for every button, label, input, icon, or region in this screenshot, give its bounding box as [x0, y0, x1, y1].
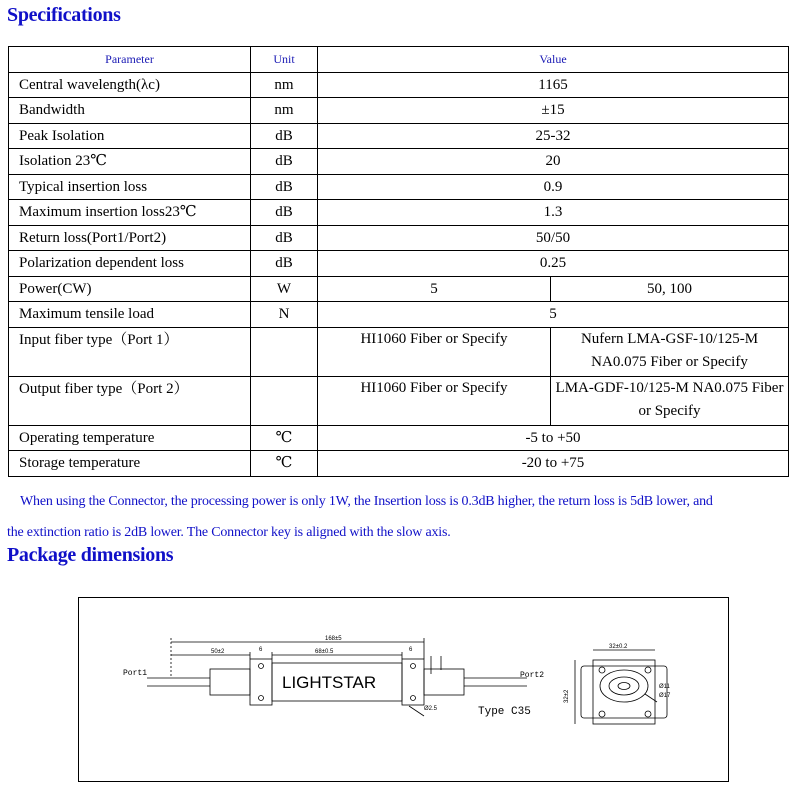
- end-screw: [599, 667, 605, 673]
- row-value-b: Nufern LMA-GSF-10/125-M NA0.075 Fiber or Specify: [551, 327, 789, 376]
- row-value: 20: [318, 149, 789, 175]
- table-row: [9, 200, 789, 226]
- screw-hole: [411, 696, 416, 701]
- row-value-b: 50, 100: [551, 276, 789, 302]
- row-unit: [251, 376, 318, 425]
- header-parameter: Parameter: [9, 47, 251, 73]
- port2-label: Port2: [520, 671, 545, 680]
- note-line-2: the extinction ratio is 2dB lower. The Connector key is aligned with the slow axis.: [7, 525, 451, 540]
- row-unit: W: [251, 276, 318, 302]
- dim-body-label: 68±0.5: [315, 649, 334, 655]
- row-value: -20 to +75: [318, 451, 789, 477]
- row-value: -5 to +50: [318, 425, 789, 451]
- row-unit: dB: [251, 251, 318, 277]
- screw-hole: [259, 664, 264, 669]
- end-outer-ring: [600, 670, 648, 702]
- dim-d2-label: Ø17: [659, 693, 671, 699]
- row-unit: dB: [251, 200, 318, 226]
- row-parameter: Maximum insertion loss23℃: [9, 200, 251, 226]
- dim-width-label: 32±0.2: [609, 644, 628, 650]
- row-parameter: Output fiber type（Port 2）: [9, 376, 251, 425]
- specifications-heading: Specifications: [7, 4, 121, 26]
- end-screw: [599, 711, 605, 717]
- row-unit: dB: [251, 149, 318, 175]
- end-screw: [645, 711, 651, 717]
- row-unit: nm: [251, 72, 318, 98]
- row-unit: dB: [251, 123, 318, 149]
- screw-hole: [411, 664, 416, 669]
- row-parameter: Isolation 23℃: [9, 149, 251, 175]
- specifications-table: [8, 46, 789, 477]
- row-value: ±15: [318, 98, 789, 124]
- table-row: [9, 327, 789, 376]
- row-unit: ℃: [251, 425, 318, 451]
- dim-total-label: 168±5: [325, 636, 342, 642]
- row-value: 50/50: [318, 225, 789, 251]
- left-boot: [210, 669, 250, 695]
- row-unit: dB: [251, 174, 318, 200]
- leader-line: [409, 706, 424, 716]
- row-value: 5: [318, 302, 789, 328]
- header-value: Value: [318, 47, 789, 73]
- row-unit: N: [251, 302, 318, 328]
- table-row: [9, 225, 789, 251]
- package-drawing-frame: [78, 597, 729, 782]
- table-row: [9, 302, 789, 328]
- table-row: [9, 149, 789, 175]
- dim-left-label: 50±2: [211, 649, 225, 655]
- dim-height-label: 32±2: [564, 689, 570, 703]
- row-value: 0.9: [318, 174, 789, 200]
- port1-label: Port1: [123, 669, 148, 678]
- table-row: [9, 425, 789, 451]
- row-parameter: Power(CW): [9, 276, 251, 302]
- row-unit: ℃: [251, 451, 318, 477]
- row-unit: nm: [251, 98, 318, 124]
- row-parameter: Storage temperature: [9, 451, 251, 477]
- row-value: 1165: [318, 72, 789, 98]
- row-value: 25-32: [318, 123, 789, 149]
- row-parameter: Peak Isolation: [9, 123, 251, 149]
- row-value-b: LMA-GDF-10/125-M NA0.075 Fiber or Specify: [551, 376, 789, 425]
- right-flange: [402, 659, 424, 705]
- note-line-1: When using the Connector, the processing power is only 1W, the Insertion loss is 0.3dB higher, the return loss is 5dB lower, and: [20, 494, 713, 509]
- row-value-a: HI1060 Fiber or Specify: [318, 376, 551, 425]
- right-boot: [424, 669, 464, 695]
- screw-hole: [259, 696, 264, 701]
- row-parameter: Central wavelength(λc): [9, 72, 251, 98]
- row-parameter: Typical insertion loss: [9, 174, 251, 200]
- brand-label: LIGHTSTAR: [282, 673, 377, 692]
- row-parameter: Bandwidth: [9, 98, 251, 124]
- row-parameter: Return loss(Port1/Port2): [9, 225, 251, 251]
- table-row: [9, 276, 789, 302]
- dim-6a-label: 6: [259, 647, 263, 653]
- row-parameter: Input fiber type（Port 1）: [9, 327, 251, 376]
- package-dimensions-heading: Package dimensions: [7, 544, 174, 566]
- end-core: [618, 683, 630, 690]
- row-unit: [251, 327, 318, 376]
- row-value-a: 5: [318, 276, 551, 302]
- connector-note: [7, 486, 787, 548]
- table-row: [9, 376, 789, 425]
- dim-6b-label: 6: [409, 647, 413, 653]
- end-view-outline: [581, 666, 667, 718]
- table-row: [9, 98, 789, 124]
- type-label: Type C35: [478, 706, 531, 718]
- row-unit: dB: [251, 225, 318, 251]
- table-row: [9, 123, 789, 149]
- row-value-a: HI1060 Fiber or Specify: [318, 327, 551, 376]
- table-row: [9, 451, 789, 477]
- table-row: [9, 174, 789, 200]
- row-value: 1.3: [318, 200, 789, 226]
- left-flange: [250, 659, 272, 705]
- header-unit: Unit: [251, 47, 318, 73]
- table-row: [9, 72, 789, 98]
- row-value: 0.25: [318, 251, 789, 277]
- row-parameter: Maximum tensile load: [9, 302, 251, 328]
- row-parameter: Operating temperature: [9, 425, 251, 451]
- end-inner-ring: [609, 677, 639, 695]
- table-header-row: [9, 47, 789, 73]
- end-screw: [645, 667, 651, 673]
- package-drawing: [79, 598, 728, 781]
- end-view-flange: [593, 660, 655, 724]
- row-parameter: Polarization dependent loss: [9, 251, 251, 277]
- table-row: [9, 251, 789, 277]
- dim-d1-label: Ø11: [659, 684, 670, 690]
- dim-d3-label: Ø2.5: [424, 706, 438, 712]
